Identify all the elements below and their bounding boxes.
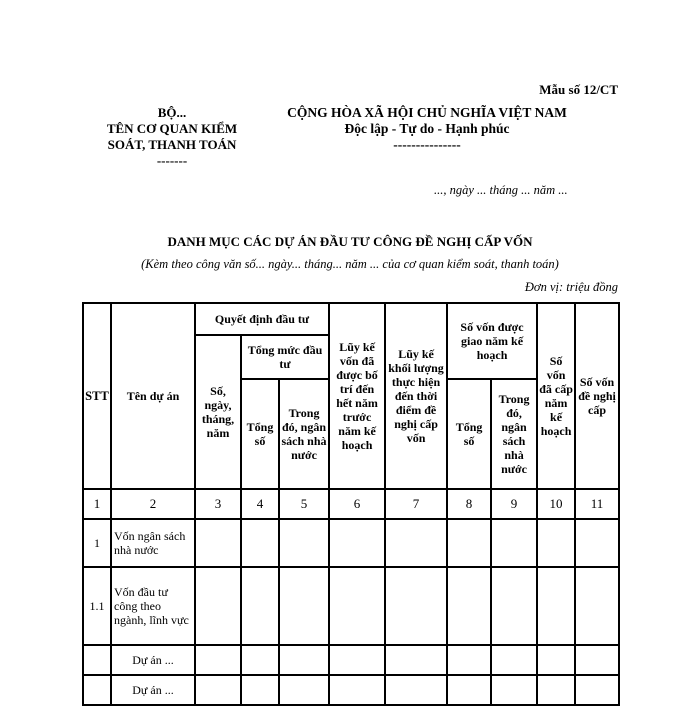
row-name: Vốn đầu tư công theo ngành, lĩnh vực [111, 567, 195, 645]
cell [329, 567, 385, 645]
col-number: 7 [385, 489, 447, 519]
col-number: 2 [111, 489, 195, 519]
cell [385, 519, 447, 567]
cell [385, 675, 447, 705]
cell [241, 675, 279, 705]
cell [385, 645, 447, 675]
table-row [83, 519, 619, 567]
cell [279, 567, 329, 645]
date-line: ..., ngày ... tháng ... năm ... [434, 183, 568, 197]
agency-ministry: BỘ... [157, 105, 187, 120]
cell [537, 645, 575, 675]
cell [195, 675, 241, 705]
cell [491, 645, 537, 675]
cell [241, 645, 279, 675]
cell [491, 519, 537, 567]
row-stt: 1 [83, 519, 111, 567]
agency-name: TÊN CƠ QUAN KIỂM SOÁT, THANH TOÁN [106, 121, 238, 152]
col-number: 1 [83, 489, 111, 519]
cell [241, 519, 279, 567]
form-number: Mẫu số 12/CT [539, 82, 618, 97]
cell [491, 675, 537, 705]
row-stt [83, 645, 111, 675]
cell [329, 645, 385, 675]
table-row [83, 567, 619, 645]
nation-divider: --------------- [393, 137, 461, 152]
col-number: 6 [329, 489, 385, 519]
document-title: DANH MỤC CÁC DỰ ÁN ĐẦU TƯ CÔNG ĐỀ NGHỊ CẤP VỐN [167, 234, 533, 249]
row-stt: 1.1 [83, 567, 111, 645]
table-row [83, 675, 619, 705]
cell [575, 567, 619, 645]
column-number-row [83, 489, 619, 519]
header-decision-number: Số, ngày, tháng, năm [195, 335, 241, 489]
header-planned-state-budget: Trong đó, ngân sách nhà nước [491, 379, 537, 489]
col-number: 3 [195, 489, 241, 519]
header-total-investment: Tổng mức đầu tư [241, 335, 329, 379]
cell [537, 675, 575, 705]
header-planned-total: Tổng số [447, 379, 491, 489]
row-stt [83, 675, 111, 705]
header-state-budget: Trong đó, ngân sách nhà nước [279, 379, 329, 489]
col-number: 4 [241, 489, 279, 519]
col-number: 8 [447, 489, 491, 519]
row-name: Dự án ... [111, 645, 195, 675]
cell [329, 675, 385, 705]
cell [537, 567, 575, 645]
header-project-name: Tên dự án [111, 303, 195, 489]
cell [491, 567, 537, 645]
cell [447, 519, 491, 567]
cell [575, 675, 619, 705]
header-total: Tổng số [241, 379, 279, 489]
cell [447, 675, 491, 705]
header-cumulative-allocated: Lũy kế vốn đã được bố trí đến hết năm trước năm kế hoạch [329, 303, 385, 489]
row-name: Vốn ngân sách nhà nước [111, 519, 195, 567]
nation-motto: Độc lập - Tự do - Hạnh phúc [344, 121, 510, 136]
cell [195, 567, 241, 645]
unit-label: Đơn vị: triệu đồng [524, 280, 618, 294]
nation-name: CỘNG HÒA XÃ HỘI CHỦ NGHĨA VIỆT NAM [287, 105, 567, 120]
cell [447, 645, 491, 675]
col-number: 5 [279, 489, 329, 519]
cell [447, 567, 491, 645]
cell [385, 567, 447, 645]
cell [329, 519, 385, 567]
national-header [272, 105, 582, 153]
cell [279, 519, 329, 567]
cell [195, 645, 241, 675]
row-name: Dự án ... [111, 675, 195, 705]
cell [537, 519, 575, 567]
document-subtitle: (Kèm theo công văn số... ngày... tháng... năm ... của cơ quan kiểm soát, thanh toán) [141, 257, 559, 271]
col-number: 10 [537, 489, 575, 519]
col-number: 9 [491, 489, 537, 519]
header-planned-capital: Số vốn được giao năm kế hoạch [447, 303, 537, 379]
cell [195, 519, 241, 567]
cell [279, 675, 329, 705]
agency-header [92, 105, 252, 169]
agency-divider: ------- [156, 153, 188, 168]
cell [279, 645, 329, 675]
project-table [82, 302, 620, 706]
header-requested: Số vốn đề nghị cấp [575, 303, 619, 489]
header-allocated-in-year: Số vốn đã cấp năm kế hoạch [537, 303, 575, 489]
cell [575, 645, 619, 675]
cell [241, 567, 279, 645]
header-cumulative-volume: Lũy kế khối lượng thực hiện đến thời điểm đề nghị cấp vốn [385, 303, 447, 489]
cell [575, 519, 619, 567]
header-investment-decision: Quyết định đầu tư [195, 303, 329, 335]
table-row [83, 645, 619, 675]
col-number: 11 [575, 489, 619, 519]
header-stt: STT [83, 303, 111, 489]
